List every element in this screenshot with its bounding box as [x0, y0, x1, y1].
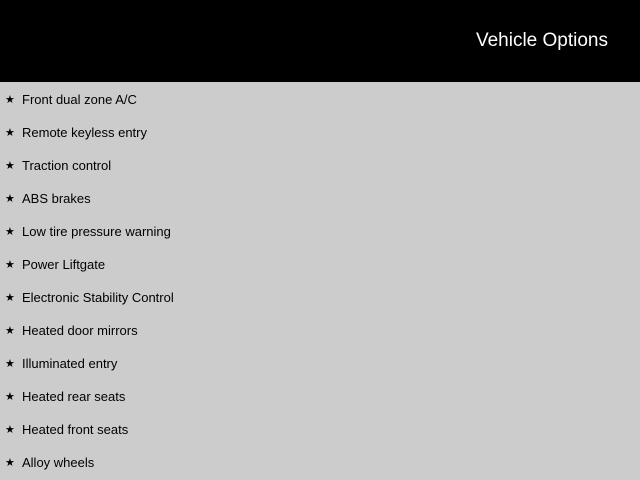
option-label: Electronic Stability Control	[22, 290, 174, 305]
star-icon: ★	[5, 258, 15, 271]
option-label: Illuminated entry	[22, 356, 118, 371]
option-label: Front dual zone A/C	[22, 92, 137, 107]
option-label: Heated front seats	[22, 422, 129, 437]
list-item	[0, 224, 640, 244]
option-label: Traction control	[22, 158, 112, 173]
option-label: Remote keyless entry	[22, 125, 147, 140]
star-icon: ★	[5, 159, 15, 172]
list-item	[0, 389, 640, 409]
list-item	[0, 323, 640, 343]
list-item	[0, 422, 640, 442]
option-label: ABS brakes	[22, 191, 91, 206]
star-icon: ★	[5, 324, 15, 337]
star-icon: ★	[5, 192, 15, 205]
list-item	[0, 125, 640, 145]
star-icon: ★	[5, 225, 15, 238]
option-label: Alloy wheels	[22, 455, 95, 470]
page-header	[0, 0, 640, 82]
list-item	[0, 290, 640, 310]
list-item	[0, 92, 640, 112]
star-icon: ★	[5, 357, 15, 370]
list-item	[0, 356, 640, 376]
option-label: Heated door mirrors	[22, 323, 138, 338]
star-icon: ★	[5, 423, 15, 436]
list-item	[0, 158, 640, 178]
list-item	[0, 257, 640, 277]
star-icon: ★	[5, 126, 15, 139]
list-item	[0, 191, 640, 211]
vehicle-options-list	[0, 82, 640, 480]
option-label: Heated rear seats	[22, 389, 126, 404]
star-icon: ★	[5, 456, 15, 469]
page-title: Vehicle Options	[475, 30, 608, 51]
star-icon: ★	[5, 390, 15, 403]
option-label: Power Liftgate	[22, 257, 106, 272]
option-label: Low tire pressure warning	[22, 224, 171, 239]
star-icon: ★	[5, 291, 15, 304]
star-icon: ★	[5, 93, 15, 106]
list-item	[0, 455, 640, 475]
